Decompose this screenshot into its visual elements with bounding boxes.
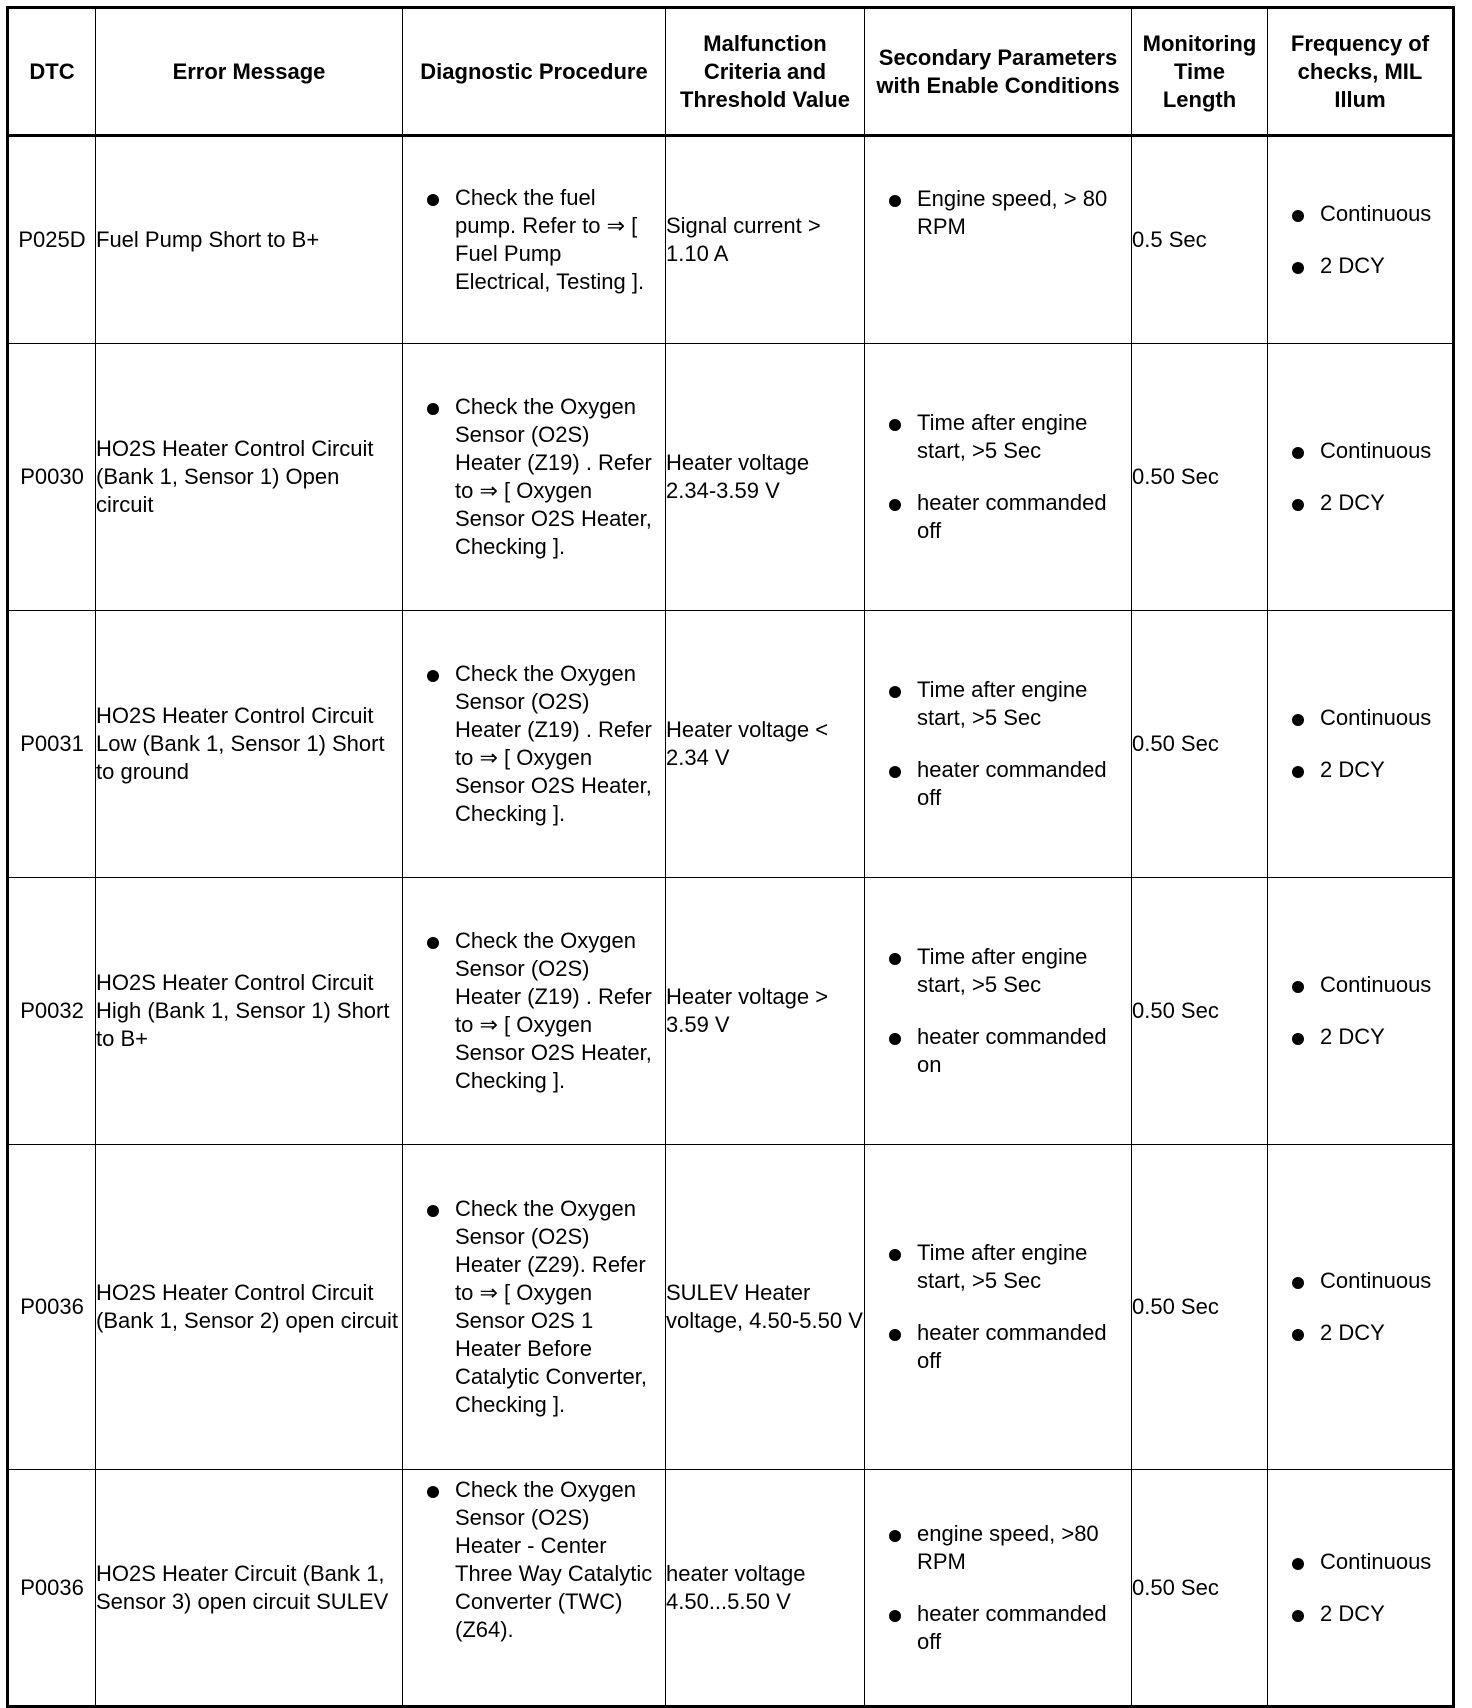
dtc-code: P025D (8, 136, 96, 344)
secondary-item: heater commanded off (865, 489, 1131, 545)
secondary-parameters (865, 1145, 1132, 1470)
table-row (8, 878, 1454, 1145)
table-row (8, 611, 1454, 878)
dtc-table-container (6, 6, 1455, 1708)
monitoring-time: 0.50 Sec (1132, 611, 1268, 878)
secondary-item: Time after engine start, >5 Sec (865, 1239, 1131, 1295)
error-message: Fuel Pump Short to B+ (96, 136, 403, 344)
frequency (1268, 136, 1454, 344)
procedure-item: Check the fuel pump. Refer to ⇒ [ Fuel Pump Electrical, Testing ]. (403, 184, 661, 296)
procedure-item: Check the Oxygen Sensor (O2S) Heater (Z19) . Refer to ⇒ [ Oxygen Sensor O2S Heater, Checking ]. (403, 393, 661, 561)
secondary-parameters (865, 878, 1132, 1145)
secondary-item: heater commanded off (865, 756, 1131, 812)
monitoring-time: 0.50 Sec (1132, 878, 1268, 1145)
diagnostic-procedure (403, 136, 666, 344)
secondary-item: heater commanded off (865, 1319, 1131, 1375)
frequency (1268, 344, 1454, 611)
malfunction-criteria: SULEV Heater voltage, 4.50-5.50 V (666, 1145, 865, 1470)
header-frequency: Frequency of checks, MIL Illum (1268, 8, 1454, 136)
frequency (1268, 1470, 1454, 1707)
secondary-parameters (865, 1470, 1132, 1707)
secondary-parameters (865, 611, 1132, 878)
frequency-item: Continuous (1268, 437, 1452, 465)
malfunction-criteria: Heater voltage < 2.34 V (666, 611, 865, 878)
dtc-code: P0036 (8, 1470, 96, 1707)
frequency-item: Continuous (1268, 200, 1452, 228)
dtc-table (6, 6, 1455, 1708)
header-monitoring-time: Monitoring Time Length (1132, 8, 1268, 136)
procedure-item: Check the Oxygen Sensor (O2S) Heater (Z29). Refer to ⇒ [ Oxygen Sensor O2S 1 Heater Before Catalytic Converter, Checking ]. (403, 1195, 661, 1419)
malfunction-criteria: Heater voltage > 3.59 V (666, 878, 865, 1145)
monitoring-time: 0.50 Sec (1132, 1470, 1268, 1707)
dtc-code: P0032 (8, 878, 96, 1145)
secondary-parameters (865, 344, 1132, 611)
error-message: HO2S Heater Circuit (Bank 1, Sensor 3) open circuit SULEV (96, 1470, 403, 1707)
malfunction-criteria: Heater voltage 2.34-3.59 V (666, 344, 865, 611)
frequency-item: 2 DCY (1268, 1319, 1452, 1347)
table-row (8, 1470, 1454, 1707)
header-diagnostic-procedure: Diagnostic Procedure (403, 8, 666, 136)
diagnostic-procedure (403, 611, 666, 878)
frequency-item: 2 DCY (1268, 1023, 1452, 1051)
diagnostic-procedure (403, 878, 666, 1145)
table-row (8, 344, 1454, 611)
secondary-item: heater commanded off (865, 1600, 1131, 1656)
frequency-item: 2 DCY (1268, 489, 1452, 517)
monitoring-time: 0.5 Sec (1132, 136, 1268, 344)
frequency-item: Continuous (1268, 1267, 1452, 1295)
frequency-item: Continuous (1268, 971, 1452, 999)
header-malfunction-criteria: Malfunction Criteria and Threshold Value (666, 8, 865, 136)
frequency-item: Continuous (1268, 704, 1452, 732)
frequency (1268, 611, 1454, 878)
header-dtc: DTC (8, 8, 96, 136)
frequency (1268, 878, 1454, 1145)
secondary-item: Engine speed, > 80 RPM (865, 185, 1131, 241)
diagnostic-procedure (403, 344, 666, 611)
frequency-item: 2 DCY (1268, 252, 1452, 280)
frequency-item: Continuous (1268, 1548, 1452, 1576)
procedure-item: Check the Oxygen Sensor (O2S) Heater - Center Three Way Catalytic Converter (TWC) (Z64). (403, 1476, 661, 1644)
header-row (8, 8, 1454, 136)
frequency-item: 2 DCY (1268, 756, 1452, 784)
header-error-message: Error Message (96, 8, 403, 136)
table-row (8, 136, 1454, 344)
secondary-item: engine speed, >80 RPM (865, 1520, 1131, 1576)
secondary-item: Time after engine start, >5 Sec (865, 943, 1131, 999)
frequency-item: 2 DCY (1268, 1600, 1452, 1628)
dtc-code: P0036 (8, 1145, 96, 1470)
monitoring-time: 0.50 Sec (1132, 344, 1268, 611)
diagnostic-procedure (403, 1470, 666, 1707)
error-message: HO2S Heater Control Circuit Low (Bank 1, Sensor 1) Short to ground (96, 611, 403, 878)
malfunction-criteria: Signal current > 1.10 A (666, 136, 865, 344)
procedure-item: Check the Oxygen Sensor (O2S) Heater (Z19) . Refer to ⇒ [ Oxygen Sensor O2S Heater, Checking ]. (403, 660, 661, 828)
monitoring-time: 0.50 Sec (1132, 1145, 1268, 1470)
error-message: HO2S Heater Control Circuit High (Bank 1, Sensor 1) Short to B+ (96, 878, 403, 1145)
secondary-item: Time after engine start, >5 Sec (865, 409, 1131, 465)
diagnostic-procedure (403, 1145, 666, 1470)
secondary-parameters (865, 136, 1132, 344)
frequency (1268, 1145, 1454, 1470)
dtc-code: P0030 (8, 344, 96, 611)
error-message: HO2S Heater Control Circuit (Bank 1, Sensor 1) Open circuit (96, 344, 403, 611)
table-row (8, 1145, 1454, 1470)
error-message: HO2S Heater Control Circuit (Bank 1, Sensor 2) open circuit (96, 1145, 403, 1470)
secondary-item: heater commanded on (865, 1023, 1131, 1079)
secondary-item: Time after engine start, >5 Sec (865, 676, 1131, 732)
header-secondary-parameters: Secondary Parameters with Enable Conditions (865, 8, 1132, 136)
dtc-code: P0031 (8, 611, 96, 878)
procedure-item: Check the Oxygen Sensor (O2S) Heater (Z19) . Refer to ⇒ [ Oxygen Sensor O2S Heater, Checking ]. (403, 927, 661, 1095)
malfunction-criteria: heater voltage 4.50...5.50 V (666, 1470, 865, 1707)
